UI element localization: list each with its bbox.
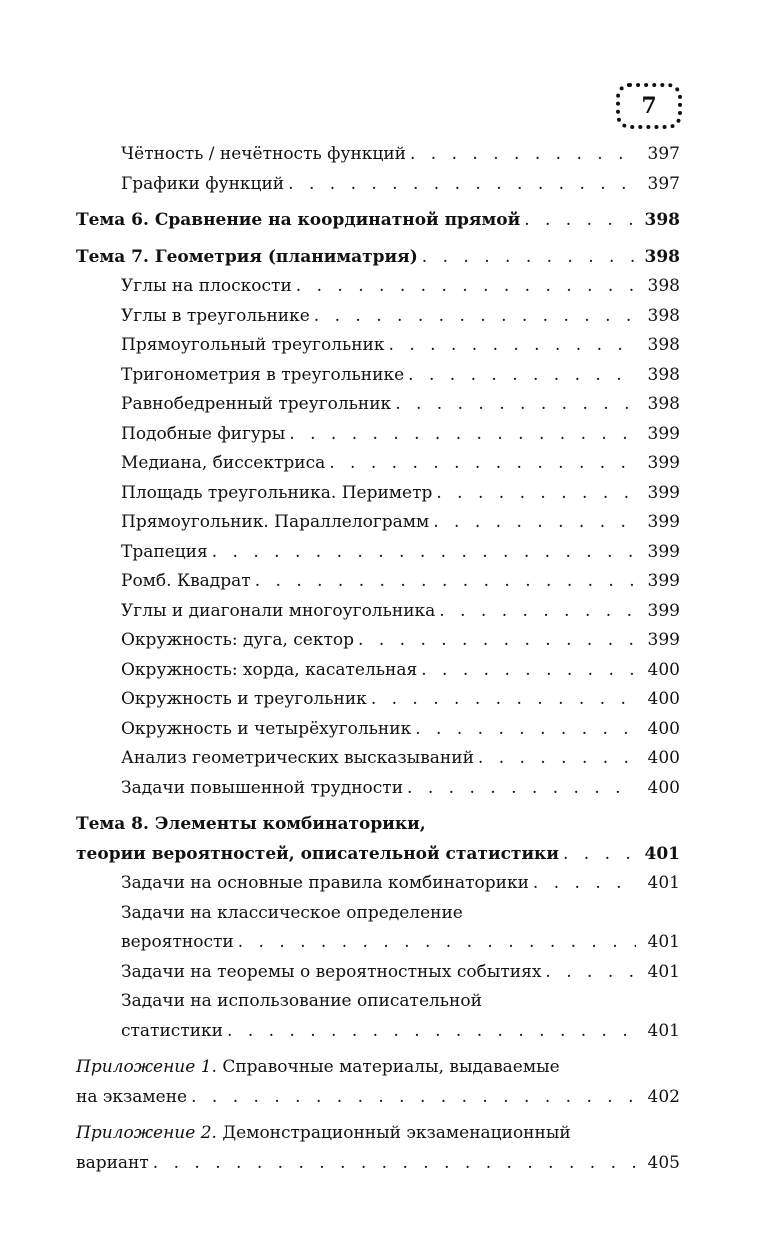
toc-entry-page: 402 [647, 1086, 680, 1107]
toc-entry-title-line1: Задачи на использование описательной [121, 991, 482, 1011]
toc-entry[interactable] [121, 656, 680, 686]
dot-leader [563, 840, 636, 870]
toc-entry-title: Задачи на теоремы о вероятностных событиях [121, 961, 542, 982]
dot-leader [371, 685, 636, 715]
toc-entry-page: 399 [647, 630, 680, 650]
toc-entry-page: 400 [647, 659, 680, 680]
toc-entry[interactable] [121, 420, 680, 450]
dot-leader [296, 272, 636, 302]
toc-entry-page: 399 [647, 453, 680, 473]
toc-entry-title: Углы на плоскости [121, 276, 292, 296]
dot-leader [389, 331, 636, 361]
page-number: 7 [641, 93, 657, 119]
dot-leader [478, 744, 636, 774]
toc-entry-page: 401 [644, 843, 680, 864]
toc-appendix-title-line2: на экзамене [76, 1086, 188, 1107]
toc-entry-page: 397 [647, 173, 680, 194]
toc-entry[interactable] [121, 538, 680, 568]
toc-entry[interactable] [121, 302, 680, 332]
dot-leader [421, 656, 636, 686]
dot-leader [410, 140, 636, 170]
toc-entry-page: 401 [647, 961, 680, 982]
page-number-badge [616, 83, 682, 129]
appendix-label: Приложение 2 [76, 1123, 212, 1143]
toc-entry-page: 401 [647, 1020, 680, 1041]
toc-entry-page: 398 [647, 276, 680, 296]
table-of-contents [76, 140, 680, 1178]
dot-leader [153, 1149, 636, 1179]
toc-entry-title: Медиана, биссектриса [121, 453, 326, 473]
toc-topic[interactable] [76, 243, 680, 273]
toc-entry-title: Трапеция [121, 541, 208, 562]
dot-leader [238, 928, 636, 958]
toc-entry[interactable] [121, 987, 680, 1046]
toc-entry-title-line2: статистики [121, 1020, 224, 1041]
toc-entry-page: 398 [647, 364, 680, 385]
toc-entry[interactable] [121, 331, 680, 361]
appendix-title: . Справочные материалы, выдаваемые [211, 1057, 560, 1077]
toc-entry-title: Равнобедренный треугольник [121, 394, 392, 414]
toc-appendix-title-line1 [76, 1119, 680, 1149]
toc-entry[interactable] [121, 449, 680, 479]
appendix-label: Приложение 1 [76, 1057, 212, 1077]
dot-leader [407, 774, 636, 804]
toc-entry-page: 399 [647, 423, 680, 444]
toc-entry-page: 399 [647, 541, 680, 562]
toc-entry-title: Тригонометрия в треугольнике [121, 364, 405, 385]
toc-entry-page: 399 [647, 600, 680, 621]
toc-entry-page: 400 [647, 748, 680, 768]
toc-entry-title: Углы в треугольнике [121, 305, 310, 326]
dot-leader [288, 170, 636, 200]
toc-entry[interactable] [121, 479, 680, 509]
toc-entry-page: 401 [647, 873, 680, 893]
toc-entry-title: Углы и диагонали многоугольника [121, 600, 436, 621]
toc-entry-title: Чётность / нечётность функций [121, 144, 406, 164]
toc-entry-title: Прямоугольник. Параллелограмм [121, 512, 430, 532]
dot-leader [436, 479, 636, 509]
dot-leader [329, 449, 636, 479]
toc-entry-title: Окружность: хорда, касательная [121, 659, 418, 680]
toc-entry-title: Подобные фигуры [121, 423, 286, 444]
toc-topic[interactable] [76, 206, 680, 236]
toc-entry[interactable] [121, 170, 680, 200]
toc-entry[interactable] [121, 899, 680, 958]
toc-entry-page: 398 [644, 210, 680, 230]
toc-entry-page: 399 [647, 512, 680, 532]
dot-leader [533, 869, 636, 899]
toc-entry-title: Графики функций [121, 173, 285, 194]
toc-entry-title: Анализ геометрических высказываний [121, 748, 474, 768]
dot-leader [191, 1083, 636, 1113]
appendix-title: . Демонстрационный экзаменационный [211, 1123, 571, 1143]
toc-entry[interactable] [121, 626, 680, 656]
dot-leader [524, 206, 636, 236]
toc-entry[interactable] [121, 774, 680, 804]
toc-entry-title: Окружность и четырёхугольник [121, 718, 412, 739]
dot-leader [289, 420, 636, 450]
dot-leader [422, 243, 636, 273]
dot-leader [415, 715, 636, 745]
dot-leader [314, 302, 636, 332]
dot-leader [408, 361, 636, 391]
toc-entry[interactable] [121, 140, 680, 170]
toc-entry-title: Задачи повышенной трудности [121, 777, 404, 798]
toc-entry-title: Задачи на основные правила комбинаторики [121, 873, 529, 893]
dot-leader [545, 958, 636, 988]
toc-entry-title: Площадь треугольника. Периметр [121, 482, 433, 503]
toc-entry[interactable] [121, 508, 680, 538]
toc-entry-page: 400 [647, 777, 680, 798]
toc-appendix-title-line1 [76, 1053, 680, 1083]
toc-entry-page: 400 [647, 718, 680, 739]
dot-leader [433, 508, 636, 538]
toc-entry-page: 400 [647, 689, 680, 709]
toc-entry-page: 401 [647, 932, 680, 952]
toc-entry-page: 399 [647, 571, 680, 591]
toc-topic-title: Тема 7. Геометрия (планиматрия) [76, 246, 418, 267]
toc-topic-title-line1: Тема 8. Элементы комбинаторики, [76, 814, 426, 834]
toc-entry[interactable] [121, 272, 680, 302]
dot-leader [227, 1017, 636, 1047]
toc-entry-page: 398 [644, 246, 680, 267]
toc-entry[interactable] [121, 715, 680, 745]
toc-topic[interactable] [76, 810, 680, 869]
toc-entry[interactable] [121, 744, 680, 774]
toc-appendix[interactable] [76, 1119, 680, 1178]
toc-entry[interactable] [121, 567, 680, 597]
toc-entry[interactable] [121, 597, 680, 627]
toc-entry-title: Ромб. Квадрат [121, 571, 251, 591]
dot-leader [439, 597, 636, 627]
toc-entry[interactable] [121, 361, 680, 391]
toc-entry-page: 398 [647, 305, 680, 326]
toc-appendix-title-line2: вариант [76, 1152, 149, 1173]
toc-entry-title: Прямоугольный треугольник [121, 335, 385, 355]
dot-leader [358, 626, 636, 656]
toc-entry-title: Окружность и треугольник [121, 689, 367, 709]
toc-topic-title-line2: теории вероятностей, описательной статистики [76, 843, 559, 864]
dot-leader [255, 567, 636, 597]
dot-leader [212, 538, 636, 568]
toc-entry[interactable] [121, 685, 680, 715]
toc-entry-page: 399 [647, 482, 680, 503]
toc-entry-page: 405 [647, 1152, 680, 1173]
toc-entry[interactable] [121, 869, 680, 899]
toc-entry-page: 398 [647, 394, 680, 414]
toc-entry[interactable] [121, 390, 680, 420]
toc-entry-title: Окружность: дуга, сектор [121, 630, 355, 650]
toc-entry[interactable] [121, 958, 680, 988]
toc-topic-title: Тема 6. Сравнение на координатной прямой [76, 210, 521, 230]
toc-entry-page: 398 [647, 335, 680, 355]
toc-entry-title-line1: Задачи на классическое определение [121, 902, 463, 923]
dot-leader [395, 390, 636, 420]
toc-entry-page: 397 [647, 144, 680, 164]
toc-entry-title-line2: вероятности [121, 932, 234, 952]
toc-appendix[interactable] [76, 1053, 680, 1112]
